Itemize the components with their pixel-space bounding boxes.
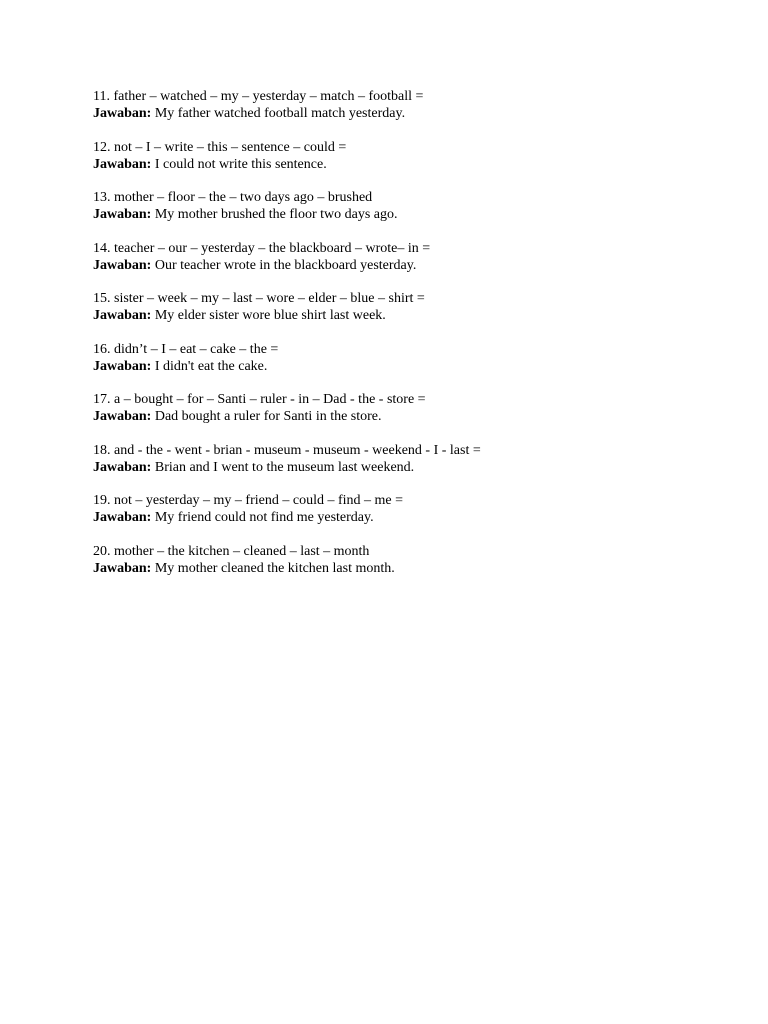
answer-text: I could not write this sentence.: [154, 156, 327, 172]
answer-text: I didn't eat the cake.: [154, 358, 268, 374]
exercise-item: [93, 189, 713, 223]
answer-label: Jawaban:: [93, 207, 152, 222]
question-text: 18. and - the - went - brian - museum - museum - weekend - I - last =: [93, 442, 481, 458]
exercise-item: [93, 290, 713, 324]
exercise-list: [93, 88, 713, 593]
question-text: 11. father – watched – my – yesterday – match – football =: [93, 89, 424, 104]
answer-text: My father watched football match yesterday.: [154, 106, 406, 121]
exercise-item: [93, 139, 713, 173]
answer-line: [93, 408, 713, 425]
answer-line: [93, 156, 713, 173]
answer-label: Jawaban:: [93, 459, 152, 475]
exercise-item: [93, 341, 713, 375]
answer-line: [93, 206, 713, 223]
question-text: 20. mother – the kitchen – cleaned – last – month: [93, 543, 370, 559]
question-text: 14. teacher – our – yesterday – the blackboard – wrote– in =: [93, 240, 431, 256]
exercise-item: [93, 240, 713, 274]
answer-text: My elder sister wore blue shirt last week.: [154, 308, 386, 323]
answer-label: Jawaban:: [93, 358, 152, 374]
exercise-item: [93, 88, 713, 122]
answer-label: Jawaban:: [93, 106, 152, 121]
question-text: 13. mother – floor – the – two days ago – brushed: [93, 190, 373, 205]
question-text: 16. didn’t – I – eat – cake – the =: [93, 341, 279, 357]
answer-label: Jawaban:: [93, 308, 152, 323]
answer-line: [93, 257, 713, 274]
exercise-item: [93, 543, 713, 577]
exercise-item: [93, 442, 713, 476]
answer-label: Jawaban:: [93, 257, 152, 273]
question-text: 12. not – I – write – this – sentence – could =: [93, 139, 347, 155]
answer-text: Brian and I went to the museum last weekend.: [154, 459, 415, 475]
question-text: 15. sister – week – my – last – wore – elder – blue – shirt =: [93, 291, 425, 306]
answer-line: [93, 105, 713, 122]
answer-line: [93, 358, 713, 375]
answer-text: My friend could not find me yesterday.: [154, 510, 374, 525]
question-text: 17. a – bought – for – Santi – ruler - in – Dad - the - store =: [93, 392, 426, 407]
answer-line: [93, 307, 713, 324]
answer-label: Jawaban:: [93, 156, 152, 172]
exercise-item: [93, 492, 713, 526]
question-text: 19. not – yesterday – my – friend – could – find – me =: [93, 493, 404, 508]
answer-text: My mother brushed the floor two days ago.: [154, 207, 398, 222]
exercise-item: [93, 391, 713, 425]
answer-label: Jawaban:: [93, 409, 152, 424]
answer-text: My mother cleaned the kitchen last month.: [154, 560, 395, 576]
answer-text: Dad bought a ruler for Santi in the store.: [154, 409, 382, 424]
answer-label: Jawaban:: [93, 510, 152, 525]
answer-label: Jawaban:: [93, 560, 152, 576]
answer-text: Our teacher wrote in the blackboard yesterday.: [154, 257, 417, 273]
answer-line: [93, 509, 713, 526]
answer-line: [93, 560, 713, 577]
answer-line: [93, 459, 713, 476]
